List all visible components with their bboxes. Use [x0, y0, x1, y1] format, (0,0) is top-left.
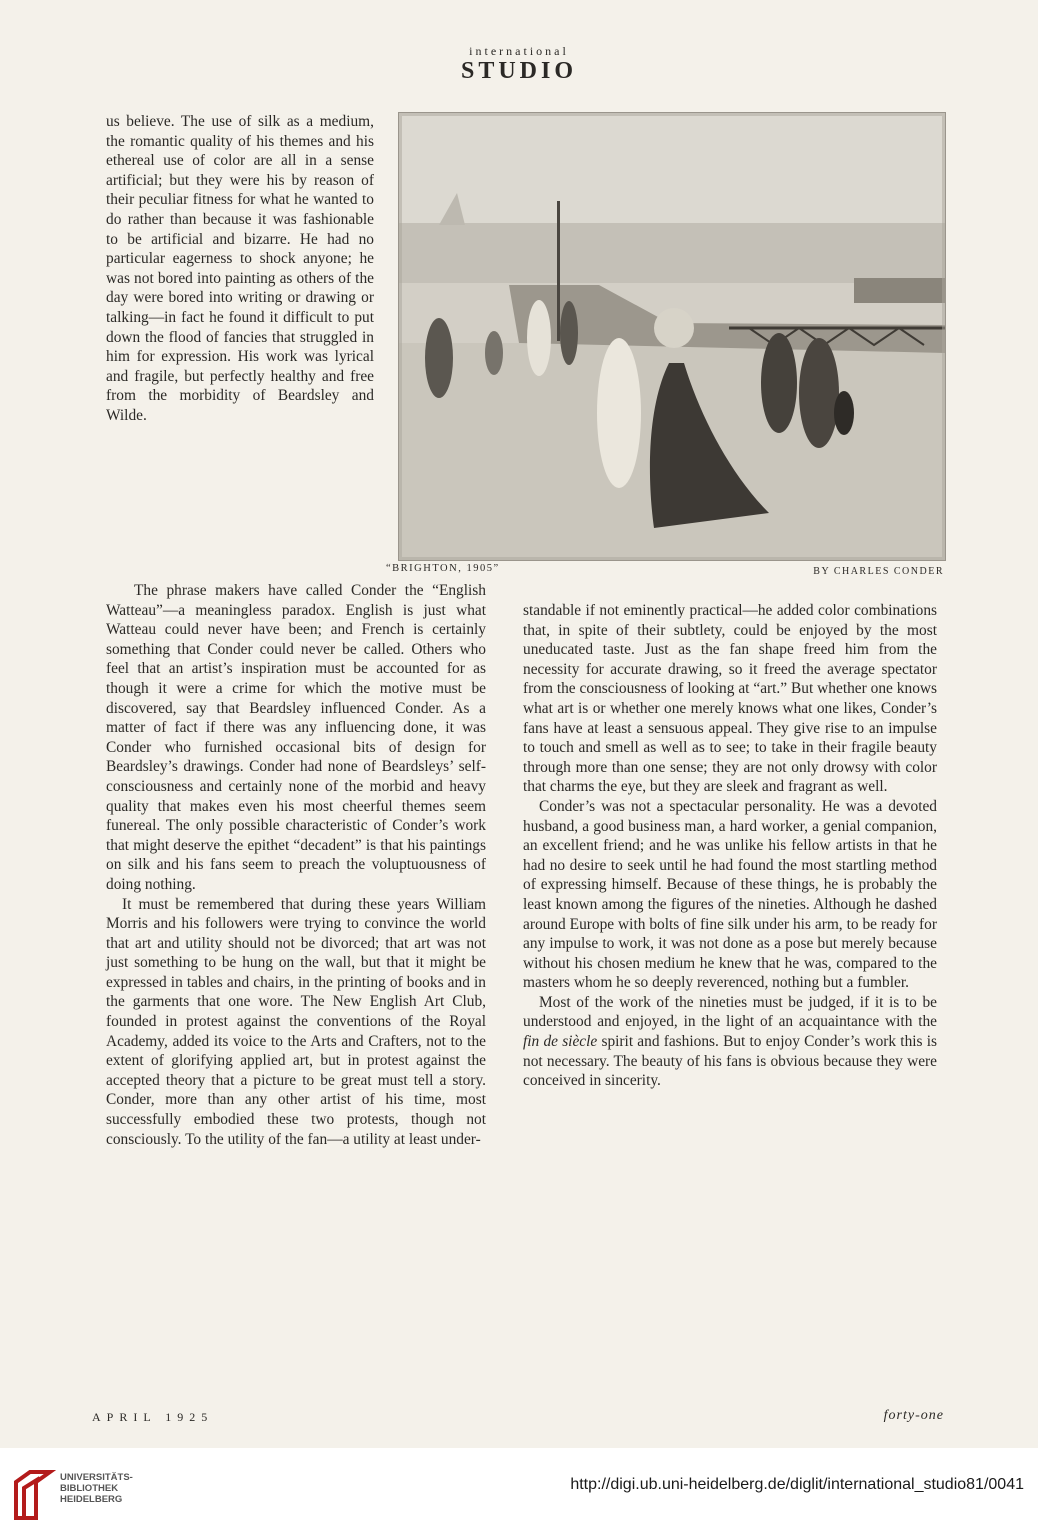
figure-caption-title: “BRIGHTON, 1905” — [386, 563, 500, 574]
paragraph-text: spirit and fashions. But to enjoy Conder’s work this is not necessary. The beauty of his fans is obvious because they were conceived in sincerity. — [523, 1033, 937, 1090]
page-number: forty-one — [883, 1408, 944, 1423]
library-footer — [0, 1448, 1038, 1539]
masthead-small: international — [469, 44, 569, 58]
paragraph: standable if not eminently practical—he added color combinations that, in spite of their subtlety, could be enjoyed by the most uneducated taste. Just as the fan shape freed him from the necessity for accurate drawing, so it freed the average spectator from the consciousness of looking at “art.” But whether one knows what art is or whether one merely knows what one likes, Conder’s fans have at least a sensuous appeal. They give rise to an impulse to touch and smell as well as to see; to take in their fragile beauty through more than one sense; they are not only drowsy with color that charms the eye, but they are sleek and fragrant as well. — [523, 602, 937, 796]
paragraph: It must be remembered that during these years William Morris and his followers were trying to convince the world that art and utility should not be divorced; that art was not just something to be hung on the wall, but that it might be expressed in tables and chairs, in the printing of books and in the garments that one wore. The New English Art Club, founded in protest against the conventions of the Royal Academy, added its voice to the Arts and Crafters, not to the extent of glorifying applied art, but in protest against the accepted theory that a picture to be great must tell a story. Conder, more than any other artist of his time, most successfully embodied these two protests, though not consciously. To the utility of the fan—a utility at least under- — [106, 895, 486, 1148]
paragraph: The phrase makers have called Conder the “English Watteau”—a meaningless paradox. English is just what Watteau could never have been; and French is certainly something that Conder could never be called. Others who feel that an artist’s inspiration must be accounted for as though it were a crime for which the motive must be discovered, say that Beardsley influenced Conder. As a matter of fact if there was any influencing done, it was Conder who furnished occasional bits of design for Beardsley’s drawings. Conder had none of Beardsleys’ self-consciousness and certainly none of the morbid and heavy quality that makes even his most cheerful themes seem funereal. The only possible characteristic of Conder’s work that might deserve the epithet “decadent” is that his paintings on silk and his fans seem to preach the voluptuousness of doing nothing. — [106, 582, 486, 893]
paragraph — [523, 993, 937, 1091]
paragraph: us believe. The use of silk as a medium, the romantic quality of his themes and his ethereal use of color are all in a sense artificial; but they were his by reason of their peculiar fitness for what he wanted to do rather than because it was fashionable to be artificial and bizarre. He had no particular eagerness to shock anyone; he was not bored into painting as others of the day were bored into writing or drawing or talking—in fact he found it difficult to put down the flood of fancies that struggled in him for expression. His work was lyrical and fragile, but perfectly healthy and free from the morbidity of Beardsley and Wilde. — [106, 113, 374, 424]
left-top-column — [106, 112, 374, 426]
library-logo-icon — [10, 1468, 56, 1522]
paragraph-text: Most of the work of the nineties must be judged, if it is to be understood and enjoyed, in the light of an acquaintance with the — [523, 993, 937, 1031]
masthead-main: STUDIO — [460, 58, 578, 84]
right-column — [523, 601, 937, 1091]
brighton-painting — [398, 112, 946, 561]
issue-date: APRIL 1925 — [92, 1410, 214, 1424]
painting-illustration — [399, 113, 945, 560]
source-url[interactable]: http://digi.ub.uni-heidelberg.de/diglit/international_studio81/0041 — [570, 1476, 1024, 1493]
figure-caption-artist: BY CHARLES CONDER — [813, 566, 944, 577]
left-column — [106, 581, 486, 1149]
paragraph: Conder’s was not a spectacular personality. He was a devoted husband, a good business man, a hard worker, a genial companion, an excellent friend; and he was unlike his fellow artists in that he had no desire to seek until he had found the most startling method of expressing himself. Because of these things, he is probably the least known among the figures of the nineties. Although he dashed around Europe with bolts of fine silk under his arm, to be ready for any impulse to work, it was not done as a pose but merely because without his chosen medium he knew that he was, compared to the masters whom he so deeply reverenced, nothing but a fumbler. — [523, 797, 937, 992]
italic-phrase: fin de siècle — [523, 1033, 598, 1051]
library-name: UNIVERSITÄTS- BIBLIOTHEK HEIDELBERG — [60, 1472, 133, 1505]
